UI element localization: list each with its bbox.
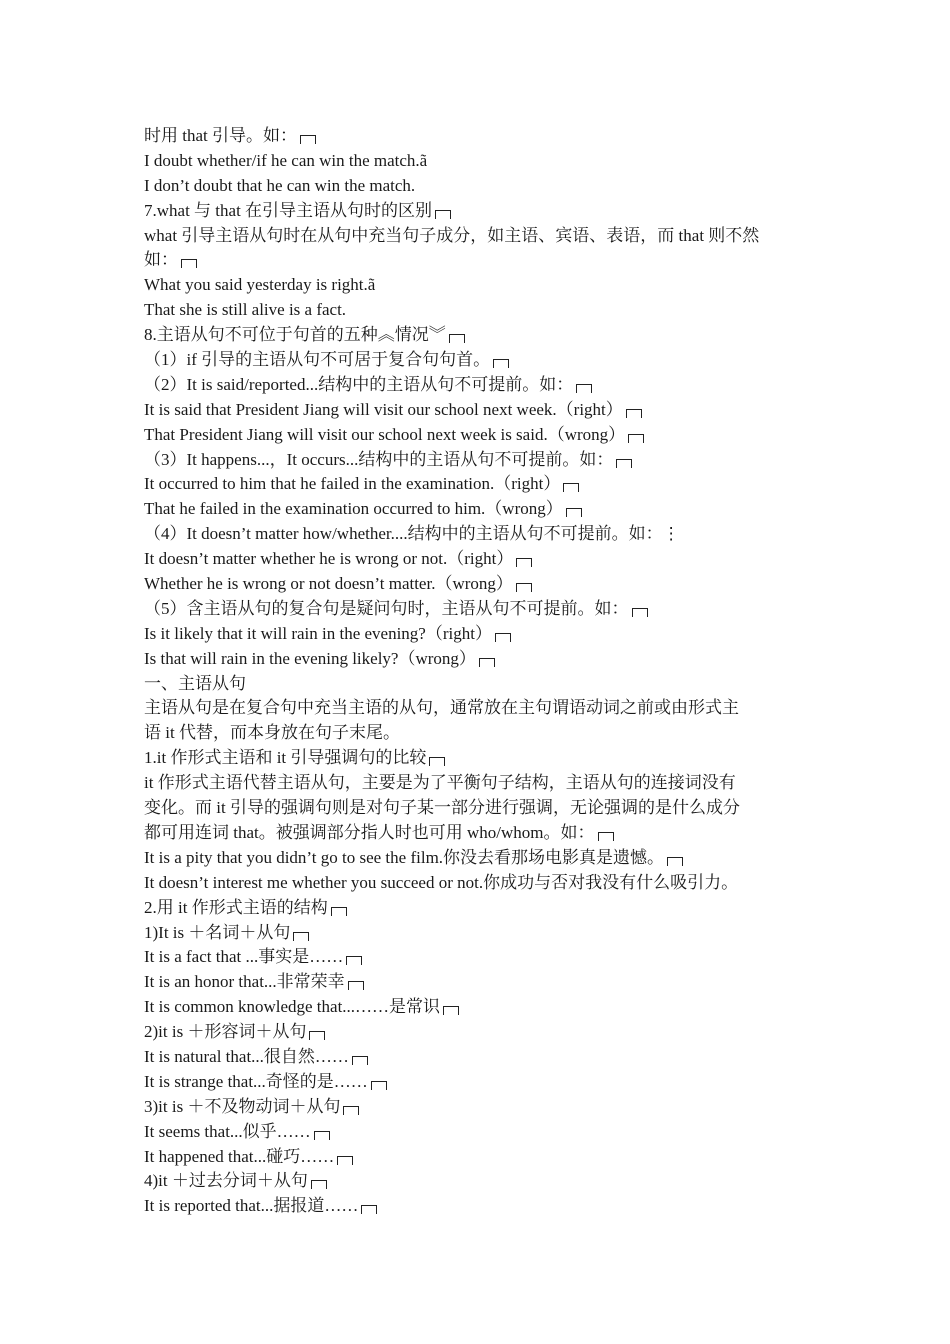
line-text: 4)it ＋过去分词＋从句 bbox=[144, 1171, 308, 1191]
paragraph-mark-icon bbox=[429, 757, 445, 766]
text-line bbox=[144, 423, 810, 448]
text-line bbox=[144, 572, 810, 597]
text-line bbox=[144, 995, 810, 1020]
text-line bbox=[144, 622, 810, 647]
line-text: 3)it is ＋不及物动词＋从句 bbox=[144, 1096, 341, 1116]
line-text: Whether he is wrong or not doesn’t matter.（wrong） bbox=[144, 574, 513, 594]
text-line bbox=[144, 224, 810, 249]
paragraph-mark-icon bbox=[352, 1056, 368, 1065]
paragraph-mark-icon bbox=[628, 434, 644, 443]
text-line bbox=[144, 1120, 810, 1145]
line-text: Is it likely that it will rain in the evening?（right） bbox=[144, 623, 492, 643]
line-text: It doesn’t matter whether he is wrong or not.（right） bbox=[144, 549, 514, 569]
text-line bbox=[144, 945, 810, 970]
paragraph-mark-icon bbox=[311, 1180, 327, 1189]
line-text: 2.用 it 作形式主语的结构 bbox=[144, 897, 328, 917]
line-text: It is strange that...奇怪的是…… bbox=[144, 1071, 368, 1091]
line-text: 1)It is ＋名词＋从句 bbox=[144, 922, 291, 942]
line-text: （1）if 引导的主语从句不可居于复合句句首。 bbox=[144, 350, 491, 370]
paragraph-mark-icon bbox=[576, 384, 592, 393]
section-heading bbox=[144, 672, 810, 697]
paragraph-mark-icon bbox=[343, 1106, 359, 1115]
line-text: I don’t doubt that he can win the match. bbox=[144, 175, 416, 195]
text-line bbox=[144, 871, 810, 896]
line-text: I doubt whether/if he can win the match.ã bbox=[144, 150, 428, 170]
line-text: 7.what 与 that 在引导主语从句时的区别 bbox=[144, 200, 433, 220]
line-text: 8.主语从句不可位于句首的五种︽情况︾ bbox=[144, 325, 446, 345]
text-line bbox=[144, 1145, 810, 1170]
line-text: （4）It doesn’t matter how/whether....结构中的主语从句不可提前。如：⋮ bbox=[144, 524, 680, 544]
paragraph-mark-icon bbox=[516, 583, 532, 592]
text-line bbox=[144, 472, 810, 497]
paragraph-mark-icon bbox=[479, 658, 495, 667]
text-line bbox=[144, 846, 810, 871]
line-text: It is said that President Jiang will visit our school next week.（right） bbox=[144, 399, 623, 419]
text-line bbox=[144, 1045, 810, 1070]
text-line bbox=[144, 174, 810, 199]
paragraph-mark-icon bbox=[495, 633, 511, 642]
line-text: That President Jiang will visit our school next week is said.（wrong） bbox=[144, 424, 626, 444]
paragraph-mark-icon bbox=[309, 1031, 325, 1040]
document-page bbox=[144, 124, 810, 1219]
paragraph-mark-icon bbox=[598, 832, 614, 841]
line-text: 2)it is ＋形容词＋从句 bbox=[144, 1022, 307, 1042]
line-text: It occurred to him that he failed in the examination.（right） bbox=[144, 474, 561, 494]
text-line bbox=[144, 821, 810, 846]
paragraph-mark-icon bbox=[632, 608, 648, 617]
line-text: It is reported that...据报道…… bbox=[144, 1196, 359, 1216]
paragraph-mark-icon bbox=[443, 1006, 459, 1015]
text-line bbox=[144, 323, 810, 348]
line-text: It is a pity that you didn’t go to see the film.你没去看那场电影真是遗憾。 bbox=[144, 847, 665, 867]
text-line bbox=[144, 248, 810, 273]
text-line bbox=[144, 199, 810, 224]
text-line bbox=[144, 597, 810, 622]
text-line bbox=[144, 696, 810, 721]
paragraph-mark-icon bbox=[337, 1156, 353, 1165]
paragraph-mark-icon bbox=[435, 210, 451, 219]
text-line bbox=[144, 721, 810, 746]
line-text: 1.it 作形式主语和 it 引导强调句的比较 bbox=[144, 748, 427, 768]
line-text: 主语从句是在复合句中充当主语的从句，通常放在主句谓语动词之前或由形式主 bbox=[144, 698, 739, 718]
text-line bbox=[144, 373, 810, 398]
text-line bbox=[144, 522, 810, 547]
line-text: 都可用连词 that。被强调部分指人时也可用 who/whom。如： bbox=[144, 822, 595, 842]
text-line bbox=[144, 647, 810, 672]
text-line bbox=[144, 1095, 810, 1120]
text-line bbox=[144, 1169, 810, 1194]
line-text: It is common knowledge that...……是常识 bbox=[144, 997, 441, 1017]
line-text: it 作形式主语代替主语从句，主要是为了平衡句子结构，主语从句的连接词没有 bbox=[144, 773, 736, 793]
line-text: It doesn’t interest me whether you succeed or not.你成功与否对我没有什么吸引力。 bbox=[144, 872, 739, 892]
line-text: （5）含主语从句的复合句是疑问句时，主语从句不可提前。如： bbox=[144, 598, 629, 618]
paragraph-mark-icon bbox=[346, 956, 362, 965]
line-text: Is that will rain in the evening likely?（wrong） bbox=[144, 648, 476, 668]
line-text: What you said yesterday is right.ã bbox=[144, 275, 376, 295]
line-text: （2）It is said/reported...结构中的主语从句不可提前。如： bbox=[144, 374, 574, 394]
line-text: It seems that...似乎…… bbox=[144, 1121, 311, 1141]
line-text: what 引导主语从句时在从句中充当句子成分，如主语、宾语、表语，而 that 则不然 bbox=[144, 225, 760, 245]
line-text: （3）It happens...，It occurs...结构中的主语从句不可提前。如： bbox=[144, 449, 614, 469]
paragraph-mark-icon bbox=[566, 508, 582, 517]
paragraph-mark-icon bbox=[493, 359, 509, 368]
paragraph-mark-icon bbox=[667, 857, 683, 866]
paragraph-mark-icon bbox=[293, 932, 309, 941]
text-line bbox=[144, 448, 810, 473]
text-line bbox=[144, 746, 810, 771]
text-line bbox=[144, 398, 810, 423]
paragraph-mark-icon bbox=[449, 334, 465, 343]
line-text: That she is still alive is a fact. bbox=[144, 300, 347, 320]
paragraph-mark-icon bbox=[626, 409, 642, 418]
line-text: It happened that...碰巧…… bbox=[144, 1146, 335, 1166]
paragraph-mark-icon bbox=[348, 981, 364, 990]
line-text: 语 it 代替，而本身放在句子末尾。 bbox=[144, 723, 400, 743]
text-line bbox=[144, 796, 810, 821]
text-line bbox=[144, 921, 810, 946]
line-text: It is a fact that ...事实是…… bbox=[144, 947, 344, 967]
text-line bbox=[144, 497, 810, 522]
text-line bbox=[144, 970, 810, 995]
line-text: It is an honor that...非常荣幸 bbox=[144, 972, 345, 992]
line-text: 一、主语从句 bbox=[144, 673, 246, 693]
paragraph-mark-icon bbox=[616, 459, 632, 468]
line-text: 如： bbox=[144, 250, 178, 270]
line-text: 时用 that 引导。如： bbox=[144, 126, 297, 145]
text-line bbox=[144, 896, 810, 921]
text-line bbox=[144, 771, 810, 796]
text-line bbox=[144, 1194, 810, 1219]
line-text: It is natural that...很自然…… bbox=[144, 1046, 349, 1066]
text-line bbox=[144, 298, 810, 323]
text-line bbox=[144, 273, 810, 298]
text-line bbox=[144, 348, 810, 373]
paragraph-mark-icon bbox=[361, 1205, 377, 1214]
text-line bbox=[144, 1070, 810, 1095]
line-text: That he failed in the examination occurred to him.（wrong） bbox=[144, 499, 563, 519]
paragraph-mark-icon bbox=[181, 259, 197, 268]
paragraph-mark-icon bbox=[563, 483, 579, 492]
paragraph-mark-icon bbox=[331, 907, 347, 916]
line-text: 变化。而 it 引导的强调句则是对句子某一部分进行强调，无论强调的是什么成分 bbox=[144, 798, 740, 818]
paragraph-mark-icon bbox=[516, 558, 532, 567]
text-line bbox=[144, 1020, 810, 1045]
paragraph-mark-icon bbox=[300, 135, 316, 144]
paragraph-mark-icon bbox=[371, 1081, 387, 1090]
text-line bbox=[144, 124, 810, 149]
text-line bbox=[144, 547, 810, 572]
paragraph-mark-icon bbox=[314, 1131, 330, 1140]
text-line bbox=[144, 149, 810, 174]
